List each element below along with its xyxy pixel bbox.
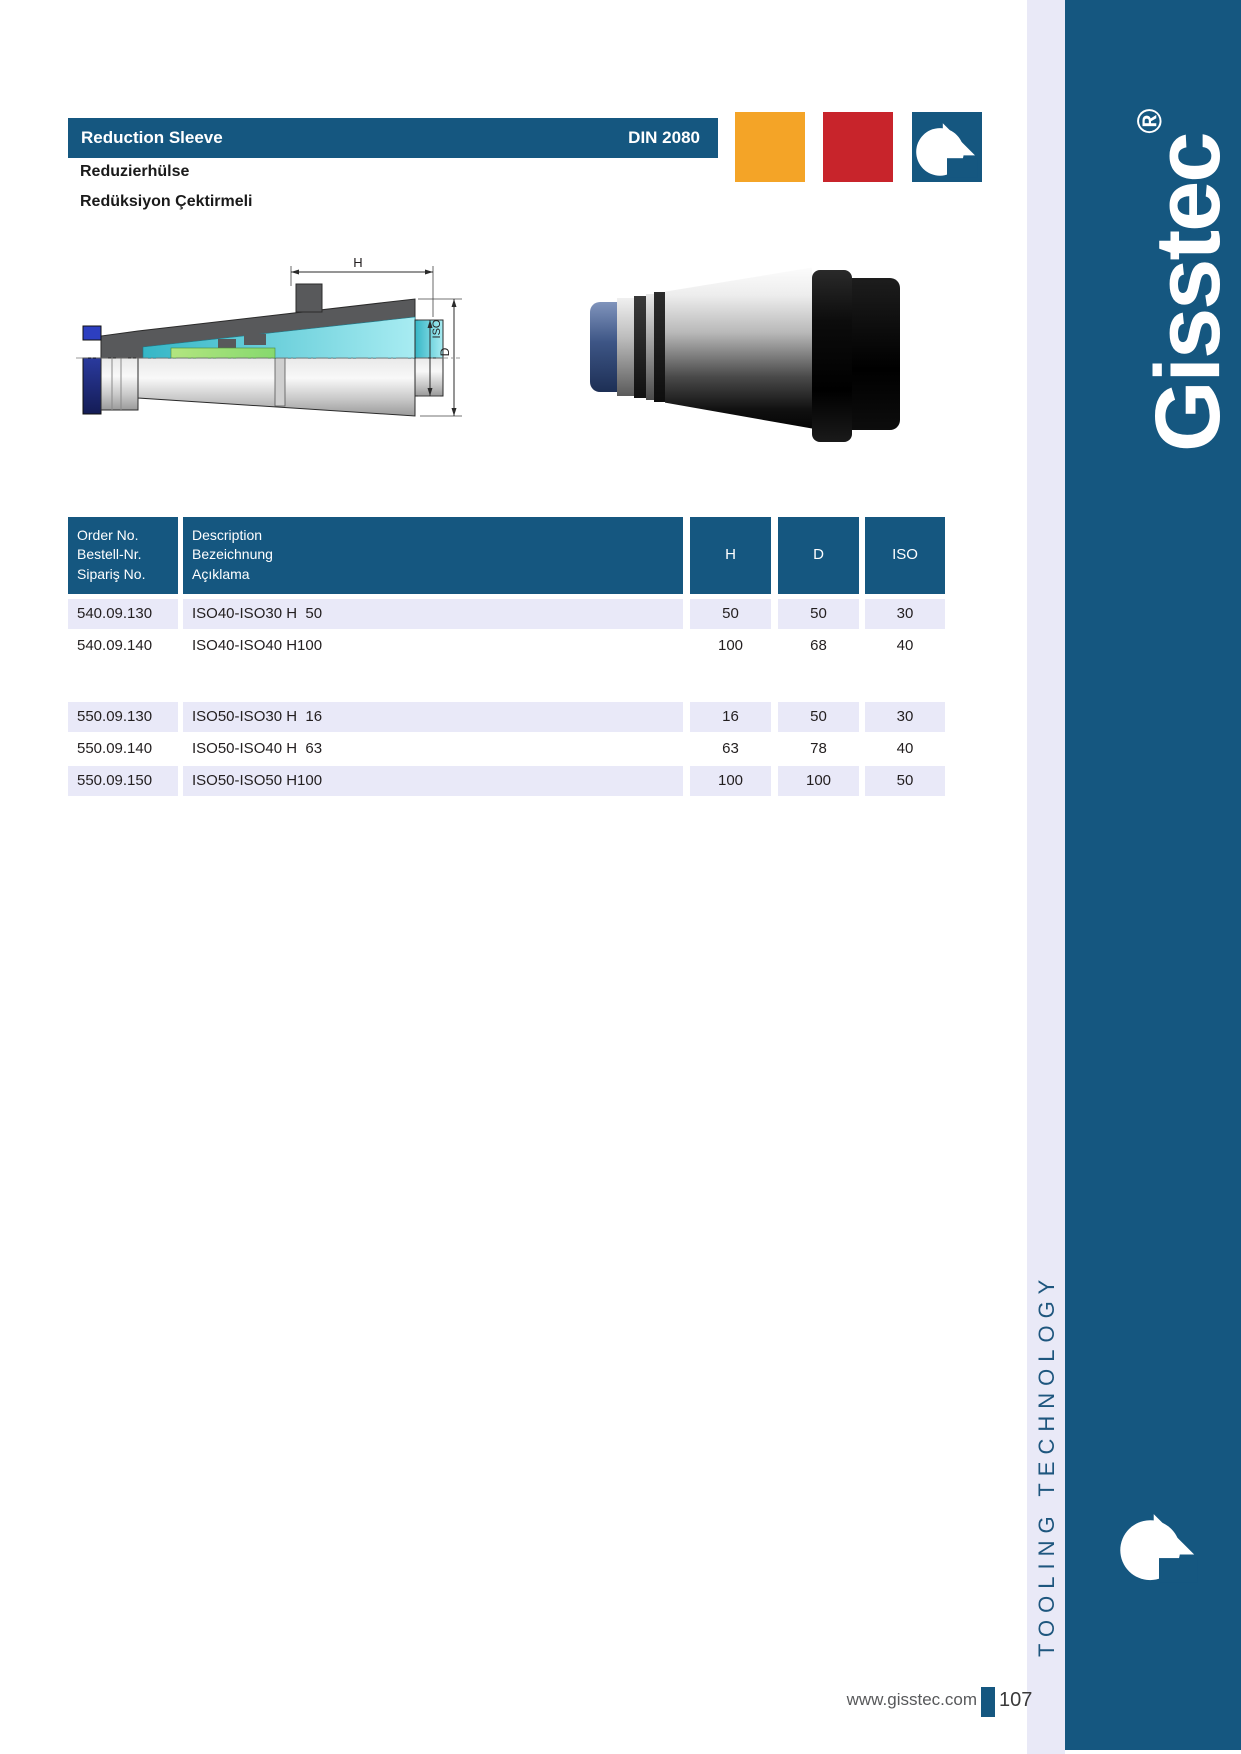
registered-mark: ® bbox=[1131, 108, 1169, 134]
header-line: Description bbox=[192, 527, 263, 543]
value-h: 50 bbox=[690, 599, 771, 629]
website-url: www.gisstec.com bbox=[846, 1690, 977, 1709]
orange-color-tile bbox=[735, 112, 805, 182]
section-drawing bbox=[68, 220, 468, 420]
column-header-d: D bbox=[778, 517, 859, 594]
insert-green bbox=[171, 348, 275, 358]
order-no: 550.09.140 bbox=[77, 740, 153, 757]
value-h: 100 bbox=[690, 766, 771, 796]
description: ISO50-ISO30 H 16 bbox=[183, 702, 683, 732]
photo-chrome-ring bbox=[617, 298, 634, 396]
description: ISO40-ISO30 H 50 bbox=[183, 599, 683, 629]
value-d: 78 bbox=[810, 740, 827, 757]
bore-step bbox=[244, 334, 266, 345]
dimension-label-d: D bbox=[438, 347, 452, 357]
table-row bbox=[68, 631, 945, 661]
value-iso: 30 bbox=[865, 599, 945, 629]
header-line: Sipariş No. bbox=[77, 565, 146, 582]
groove bbox=[275, 358, 285, 406]
red-color-tile bbox=[823, 112, 893, 182]
title-bar bbox=[68, 118, 718, 158]
pull-stud-upper bbox=[83, 326, 101, 340]
order-no: 550.09.130 bbox=[68, 702, 178, 732]
order-no: 540.09.140 bbox=[77, 637, 153, 654]
page-number: 107 bbox=[999, 1689, 1033, 1711]
description: ISO50-ISO40 H 63 bbox=[192, 740, 323, 757]
header-line: Bezeichnung bbox=[192, 546, 273, 563]
description: ISO40-ISO40 H100 bbox=[192, 637, 323, 654]
value-d: 68 bbox=[810, 637, 827, 654]
photo-blue-cap bbox=[590, 302, 617, 392]
value-h: 16 bbox=[690, 702, 771, 732]
table-row bbox=[68, 702, 945, 732]
dimension-label-iso: ISO bbox=[431, 319, 443, 339]
photo-body bbox=[852, 278, 900, 430]
photo-taper-cone bbox=[665, 262, 812, 447]
order-no: 540.09.130 bbox=[68, 599, 178, 629]
product-table bbox=[68, 517, 945, 802]
photo-chrome-ring bbox=[646, 294, 654, 400]
photo-dark-ring bbox=[654, 292, 665, 402]
pull-stud-lower bbox=[83, 358, 101, 414]
value-h: 100 bbox=[717, 637, 744, 654]
header-line: Order No. bbox=[77, 527, 139, 543]
value-iso: 40 bbox=[896, 740, 914, 757]
gisstec-logo-icon bbox=[1115, 1500, 1203, 1588]
value-iso: 40 bbox=[896, 637, 914, 654]
drive-key bbox=[296, 284, 322, 312]
header-line: Açıklama bbox=[192, 565, 250, 582]
value-h: 63 bbox=[722, 740, 739, 757]
column-header-order bbox=[68, 517, 178, 594]
value-d: 100 bbox=[778, 766, 859, 796]
table-row bbox=[68, 599, 945, 629]
subtitle-german: Reduzierhülse bbox=[80, 163, 190, 180]
product-photo bbox=[585, 262, 900, 447]
order-no: 550.09.150 bbox=[68, 766, 178, 796]
stud-cylinder-lower bbox=[101, 358, 138, 410]
brand-wordmark bbox=[1094, 84, 1239, 452]
value-d: 50 bbox=[778, 702, 859, 732]
bore-step bbox=[218, 339, 236, 348]
description: ISO50-ISO50 H100 bbox=[183, 766, 683, 796]
photo-dark-ring bbox=[634, 296, 646, 398]
value-iso: 30 bbox=[865, 702, 945, 732]
column-header-iso: ISO bbox=[865, 517, 945, 594]
dimension-label-h: H bbox=[353, 255, 363, 270]
standard-label: DIN 2080 bbox=[628, 128, 700, 147]
brand-name: Gisstec bbox=[1137, 133, 1239, 452]
page-title: Reduction Sleeve bbox=[81, 128, 223, 147]
header-line: Bestell-Nr. bbox=[77, 546, 142, 563]
table-row bbox=[68, 734, 945, 764]
photo-flange bbox=[812, 270, 852, 442]
column-header-description bbox=[183, 517, 683, 594]
value-d: 50 bbox=[778, 599, 859, 629]
subtitle-turkish: Redüksiyon Çektirmeli bbox=[80, 193, 253, 210]
column-header-h: H bbox=[690, 517, 771, 594]
gisstec-logo-icon bbox=[912, 112, 982, 182]
brand-tagline: TOOLING TECHNOLOGY bbox=[1034, 1272, 1059, 1657]
page-number-marker bbox=[981, 1687, 995, 1717]
value-iso: 50 bbox=[865, 766, 945, 796]
table-row bbox=[68, 766, 945, 796]
